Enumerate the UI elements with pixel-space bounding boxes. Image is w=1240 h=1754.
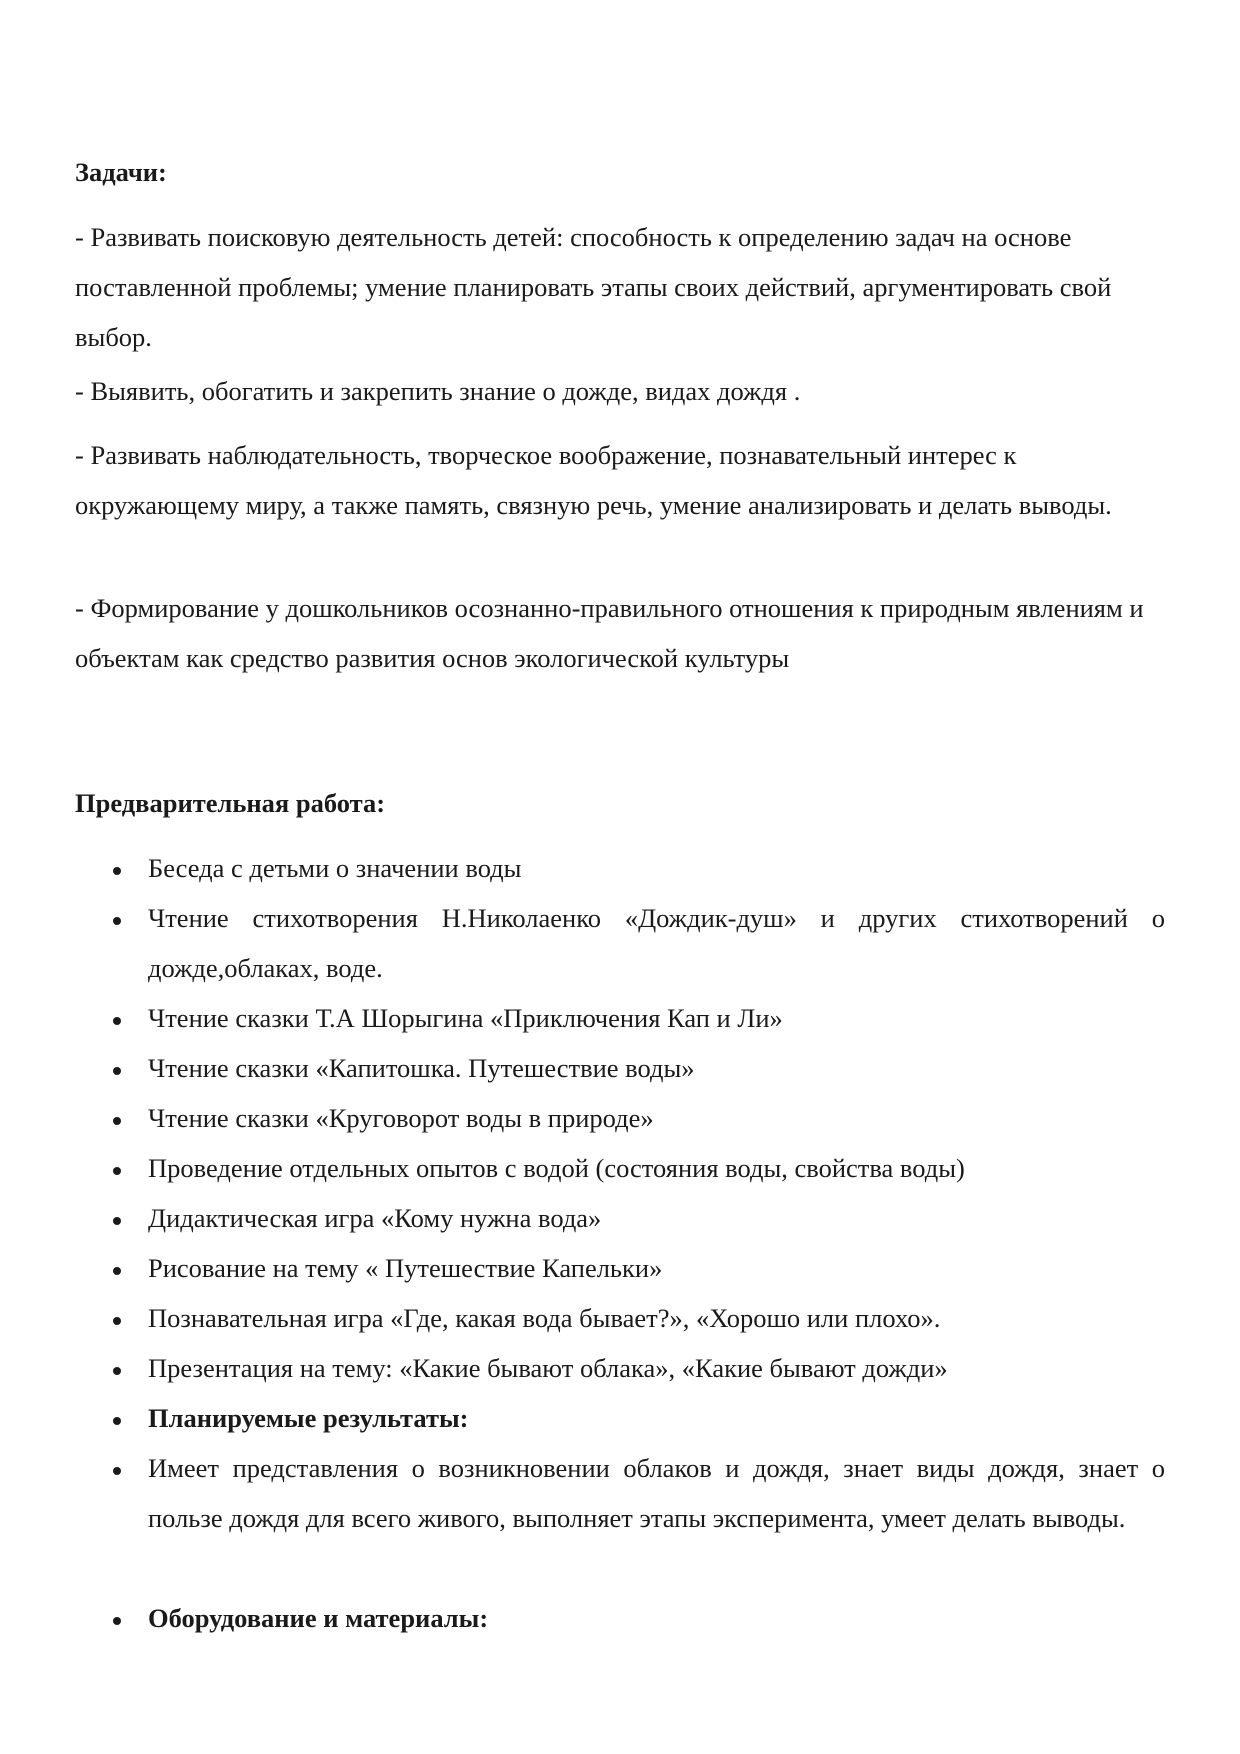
list-item-text: Познавательная игра «Где, какая вода бывает?», «Хорошо или плохо».: [148, 1303, 941, 1333]
list-item-text: Чтение сказки «Капитошка. Путешествие воды»: [148, 1053, 695, 1083]
bullet-icon: [113, 1167, 121, 1175]
task-paragraph: - Развивать наблюдательность, творческое воображение, познавательный интерес к окружающему миру, а также память, связную речь, умение анализировать и делать выводы.: [75, 440, 1112, 520]
bullet-icon: [113, 1467, 121, 1475]
list-item-text: Презентация на тему: «Какие бывают облака», «Какие бывают дожди»: [148, 1353, 948, 1383]
equipment-heading: Оборудование и материалы:: [148, 1603, 489, 1633]
preliminary-heading: Предварительная работа:: [75, 788, 386, 818]
tasks-heading: Задачи:: [75, 157, 167, 187]
task-paragraph: - Формирование у дошкольников осознанно-правильного отношения к природным явлениям и объектам как средство развития основ экологической культуры: [75, 593, 1144, 673]
bullet-icon: [113, 1267, 121, 1275]
list-item-text: Имеет представления о возникновении облаков и дождя, знает виды дождя, знает о пользе дождя для всего живого, выполняет этапы эксперимента, умеет делать выводы.: [148, 1453, 1165, 1533]
list-item-text: Проведение отдельных опытов с водой (состояния воды, свойства воды): [148, 1153, 965, 1183]
bullet-icon: [113, 1317, 121, 1325]
bullet-icon: [113, 1617, 121, 1625]
task-paragraph: - Выявить, обогатить и закрепить знание о дожде, видах дождя .: [75, 376, 801, 406]
list-item-text: Рисование на тему « Путешествие Капельки»: [148, 1253, 663, 1283]
list-item-text: Чтение сказки Т.А Шорыгина «Приключения Кап и Ли»: [148, 1003, 783, 1033]
bullet-icon: [113, 1017, 121, 1025]
list-item-text: Дидактическая игра «Кому нужна вода»: [148, 1203, 602, 1233]
planned-results-heading: Планируемые результаты:: [148, 1403, 469, 1433]
bullet-icon: [113, 1067, 121, 1075]
bullet-icon: [113, 1417, 121, 1425]
list-item-text: Чтение стихотворения Н.Николаенко «Дождик-душ» и других стихотворений о дожде,облаках, воде.: [148, 903, 1165, 983]
list-item-text: Чтение сказки «Круговорот воды в природе»: [148, 1103, 654, 1133]
task-paragraph: - Развивать поисковую деятельность детей: способность к определению задач на основе поставленной проблемы; умение планировать этапы своих действий, аргументировать свой выбор.: [75, 222, 1112, 352]
bullet-icon: [113, 1117, 121, 1125]
bullet-icon: [113, 917, 121, 925]
list-item-text: Беседа с детьми о значении воды: [148, 853, 522, 883]
bullet-icon: [113, 1367, 121, 1375]
bullet-icon: [113, 867, 121, 875]
bullet-icon: [113, 1217, 121, 1225]
